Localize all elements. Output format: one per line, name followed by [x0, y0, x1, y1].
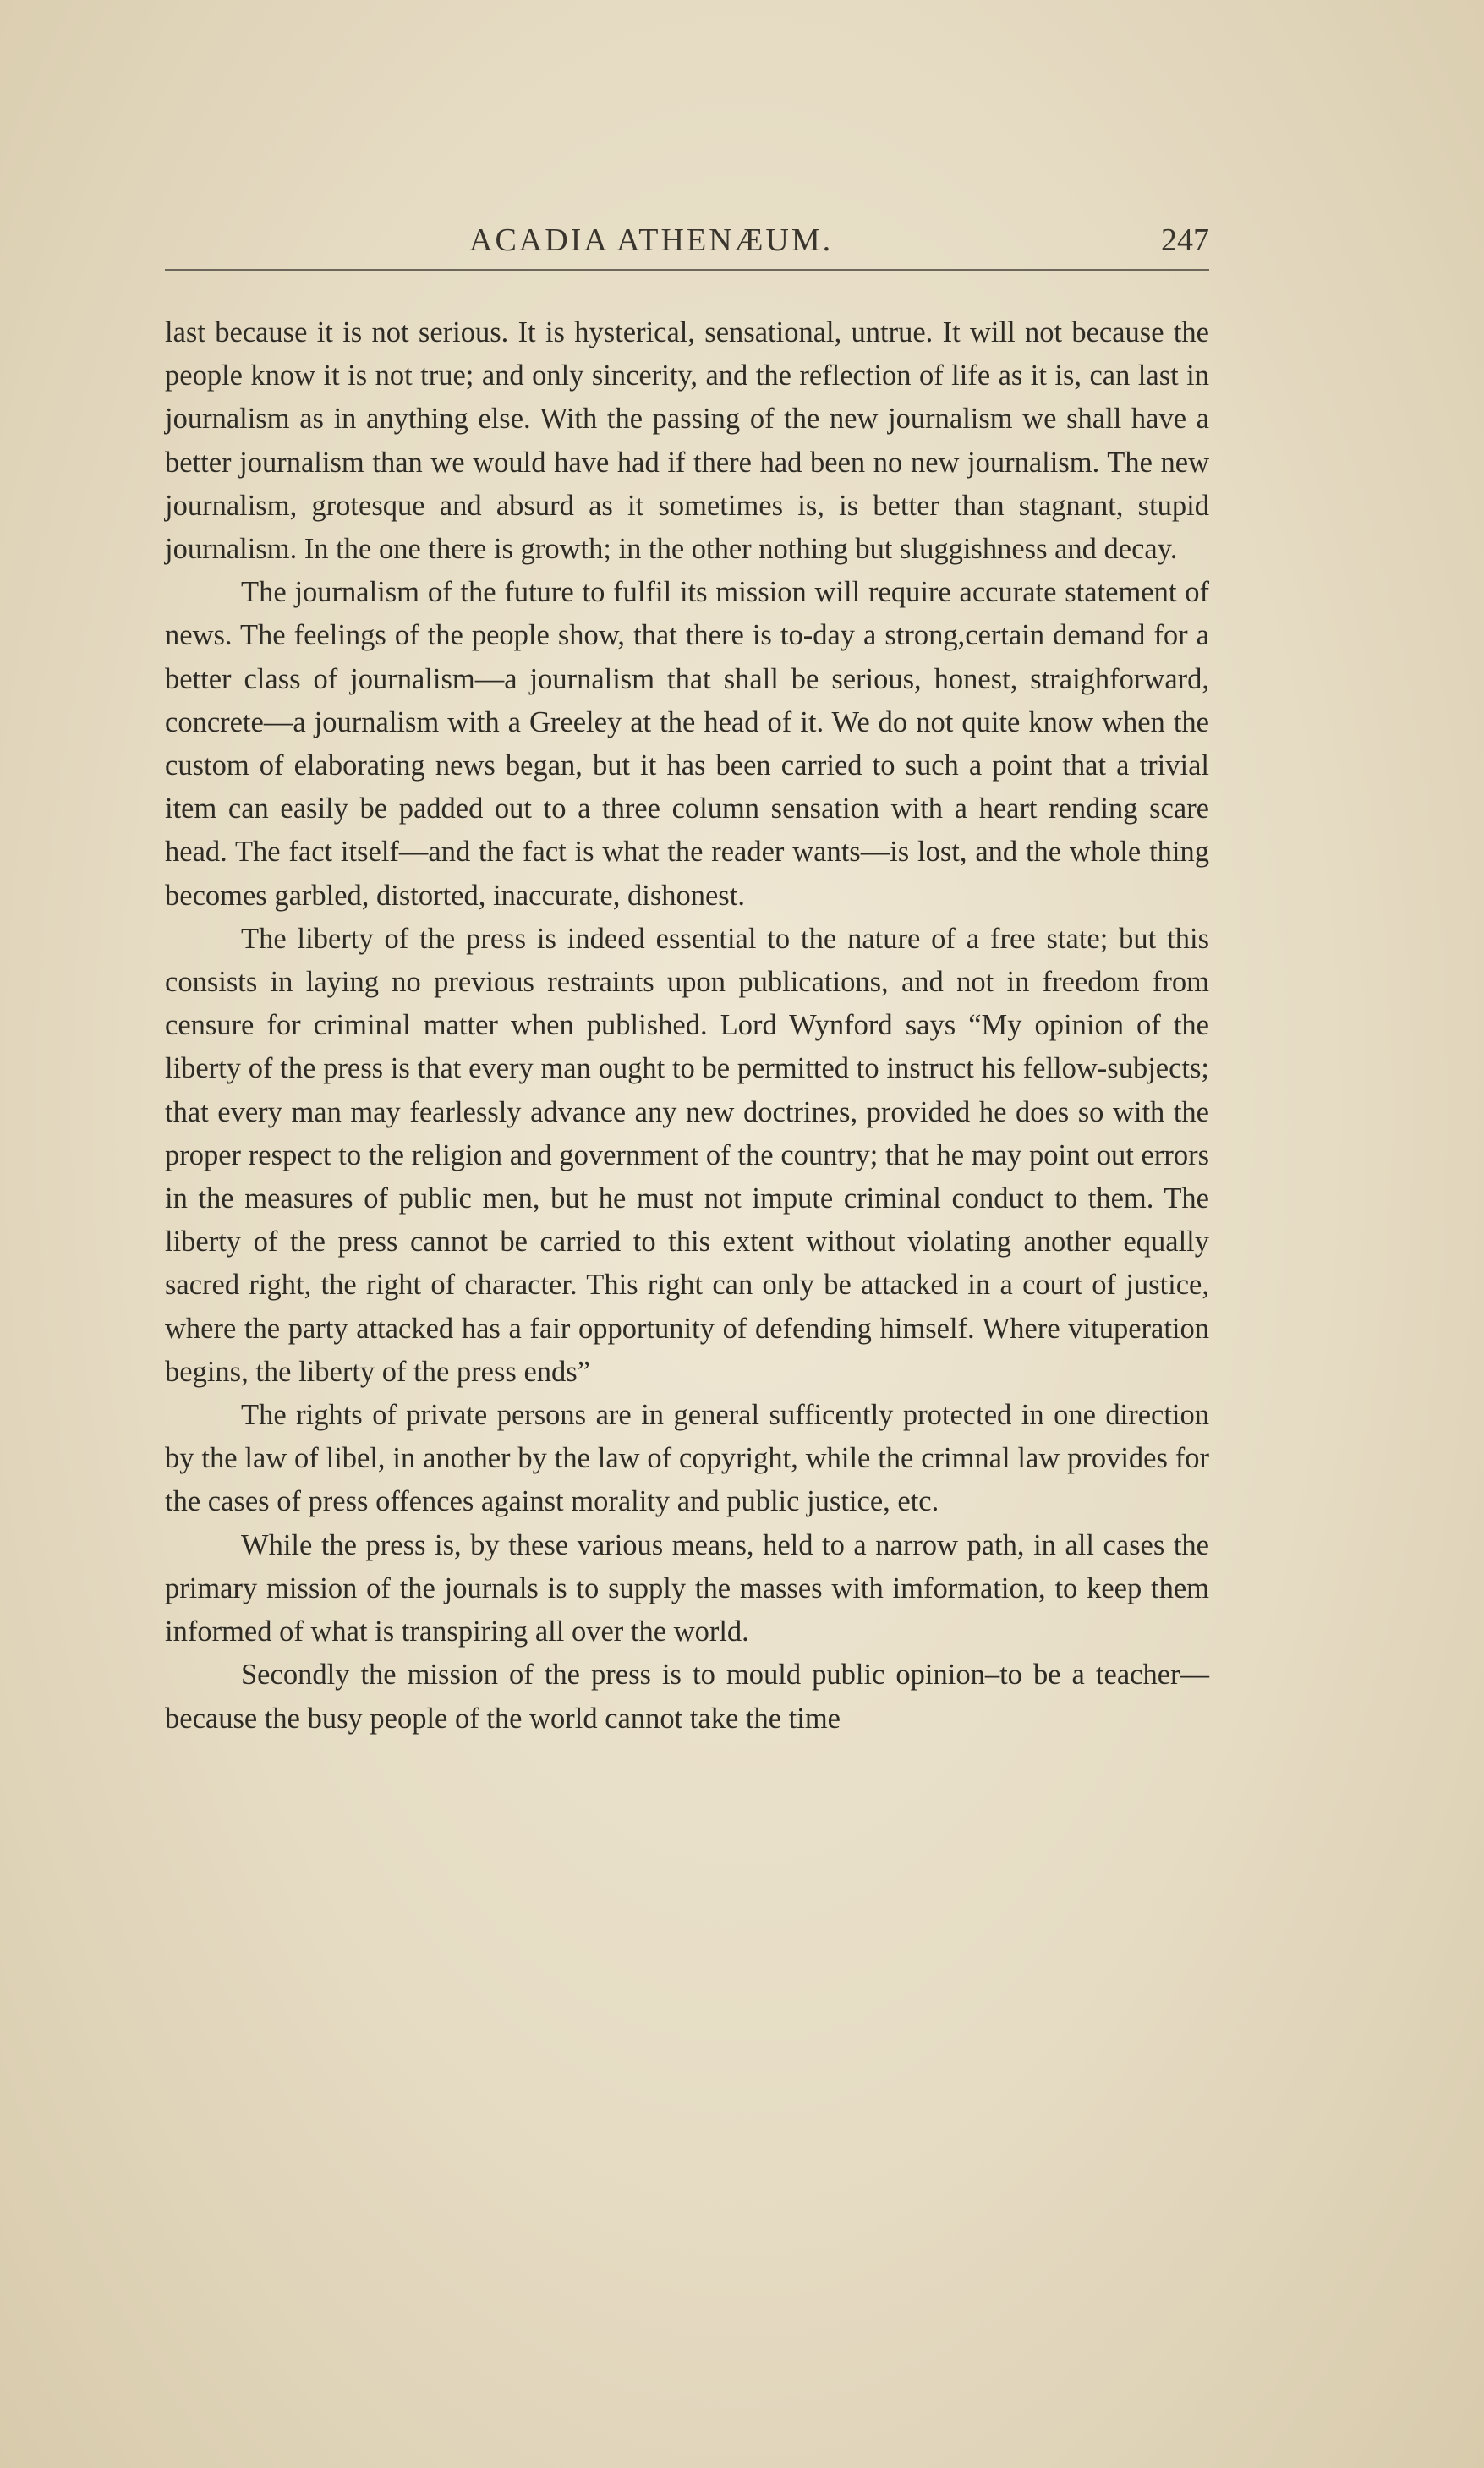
paragraph-second-mission: Secondly the mission of the press is to mould public opinion–to be a teacher—because the busy people of the world cannot take the time [165, 1659, 1209, 1735]
paragraph-primary-mission: While the press is, by these various means, held to a narrow path, in all cases the primary mission of the journals is to supply the masses with imformation, to keep them informed of what is transpiring all over the world. [165, 1528, 1209, 1648]
paragraph-future-journalism: The journalism of the future to fulfil its mission will require accurate statement of news. The feelings of the people show, that there is to-day a strong,certain demand for a better class of journalism—a journalism that shall be serious, honest, straighforward, concrete—a journalism with a Greeley at the head of it. We do not quite know when the custom of elaborating news began, but it has been carried to such a point that a trivial item can easily be padded out to a three column sensation with a heart rending scare head. The fact itself—and the fact is what the reader wants—is lost, and the whole thing becomes garbled, distorted, inaccurate, dishonest. [165, 576, 1209, 912]
page-header [165, 222, 1209, 272]
running-head: ACADIA ATHENÆUM. [469, 222, 834, 258]
paragraph-continuation: last because it is not serious. It is hysterical, sensational, untrue. It will not because the people know it is not true; and only sincerity, and the reflection of life as it is, can last in journalism as in anything else. With the passing of the new journalism we shall have a better journalism than we would have had if there had been no new journalism. The new journalism, grotesque and absurd as it sometimes is, is better than stagnant, stupid journalism. In the one there is growth; in the other nothing but sluggishness and decay. [165, 316, 1209, 566]
paragraph-rights-private-persons: The rights of private persons are in general sufficently protected in one direction by the law of libel, in another by the law of copyright, while the crimnal law provides for the cases of press offences against morality and public justice, etc. [165, 1399, 1209, 1518]
paragraph-liberty-of-press: The liberty of the press is indeed essential to the nature of a free state; but this consists in laying no previous restraints upon publications, and not in freedom from censure for criminal matter when published. Lord Wynford says “My opinion of the liberty of the press is that every man ought to be permitted to instruct his fellow-subjects; that every man may fearlessly advance any new doctrines, provided he does so with the proper respect to the religion and government of the country; that he may point out errors in the measures of public men, but he must not impute criminal conduct to them. The liberty of the press cannot be carried to this extent without violating another equally sacred right, the right of character. This right can only be attacked in a court of justice, where the party attacked has a fair opportunity of defending himself. Where vituperation begins, the liberty of the press ends” [165, 922, 1209, 1388]
header-rule [165, 269, 1209, 271]
page-number: 247 [1161, 222, 1209, 258]
body-text [165, 311, 1209, 1741]
